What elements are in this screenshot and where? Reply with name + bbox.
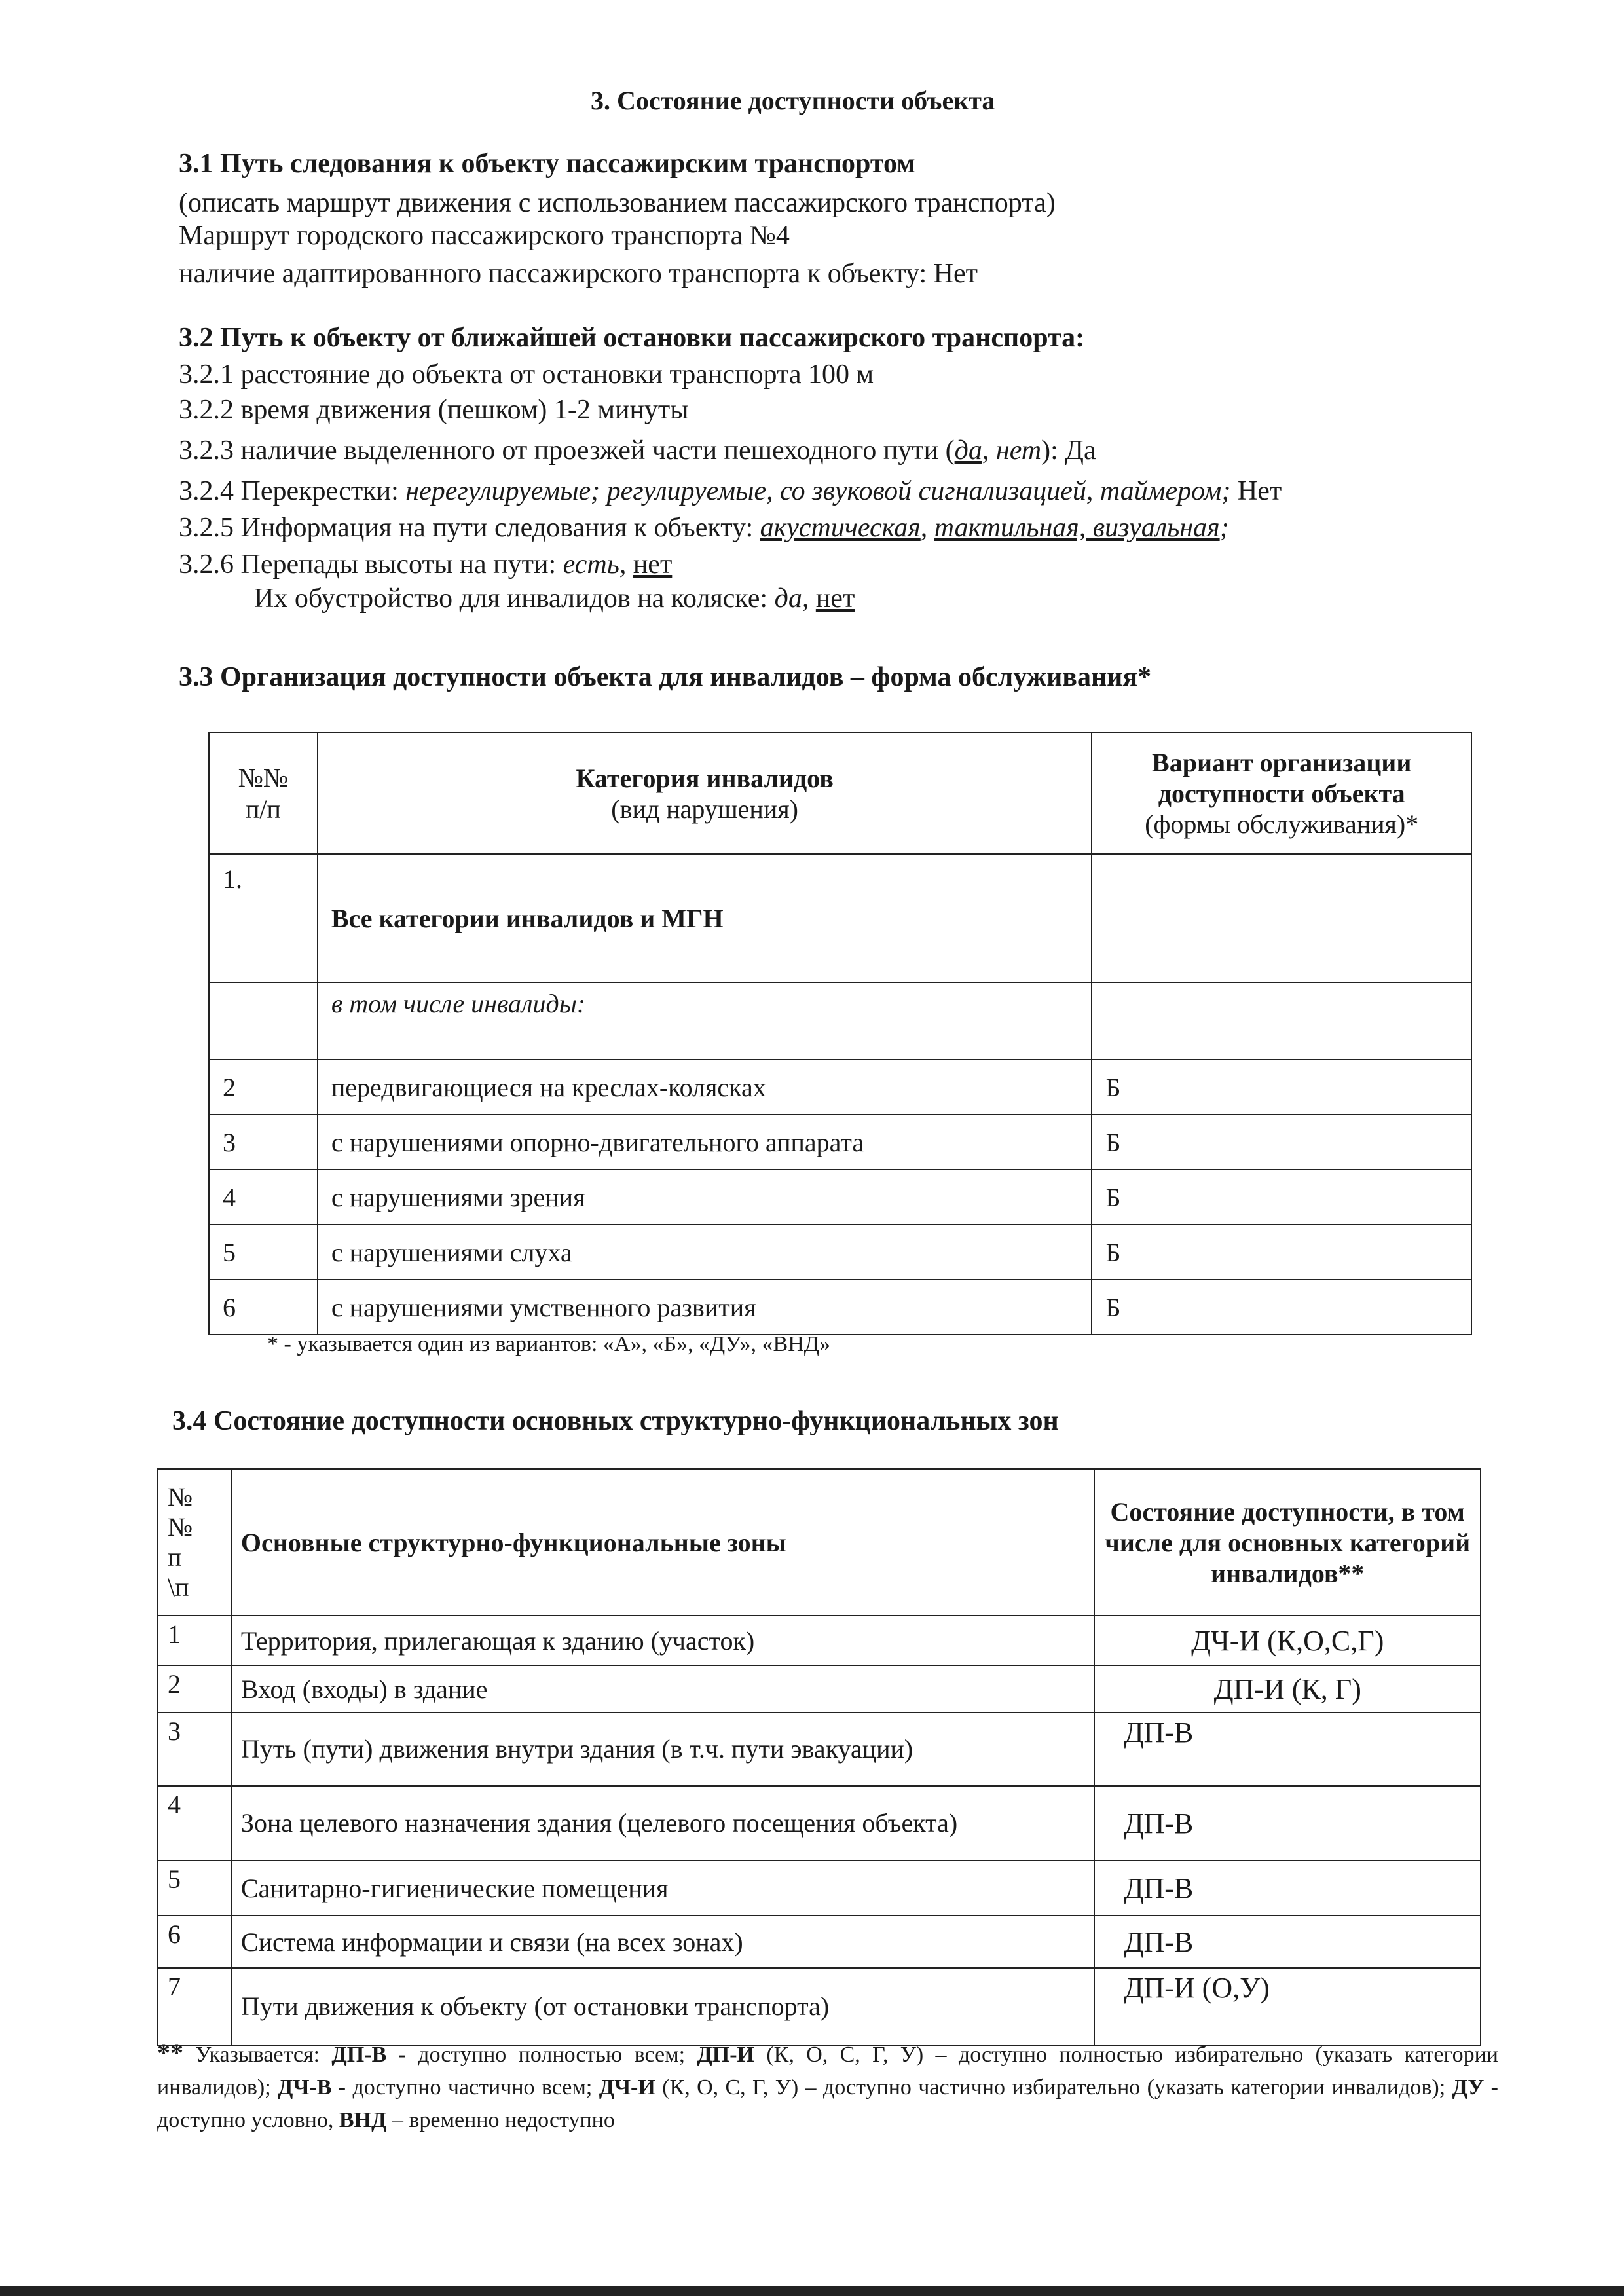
- s34-note-stars: **: [157, 2038, 183, 2067]
- s32-line5-comma: ,: [920, 513, 934, 543]
- s34-row-label: Пути движения к объекту (от остановки транспорта): [231, 1968, 1095, 2045]
- s32-line5-semicolon: ;: [1219, 513, 1229, 543]
- s33-col-variant-sub: (формы обслуживания)*: [1145, 809, 1419, 839]
- s34-note: [157, 2037, 1498, 2137]
- s34-note-p7: – временно недоступно: [386, 2108, 615, 2132]
- s34-row-value: ДП-В: [1094, 1786, 1481, 1861]
- s32-line5-ak: акустическая: [760, 513, 921, 543]
- s34-row-value: ДП-В: [1094, 1713, 1481, 1786]
- s32-line6-net: нет: [633, 549, 673, 580]
- s32-heading: 3.2 Путь к объекту от ближайшей остановки пассажирского транспорта:: [179, 323, 1085, 353]
- s33-row1-value: [1092, 854, 1471, 982]
- s34-row-num: 3: [158, 1713, 231, 1786]
- s33-col-variant-header: [1092, 733, 1471, 854]
- table-row: [209, 1280, 1471, 1335]
- s33-col-num-header: [209, 733, 318, 854]
- s34-col-zones-header: Основные структурно-функциональные зоны: [231, 1469, 1095, 1616]
- s34-note-p4: доступно частично всем;: [346, 2075, 599, 2100]
- s32-line7-net: нет: [815, 583, 855, 614]
- s34-row-num: 2: [158, 1665, 231, 1713]
- s33-row-label: с нарушениями опорно-двигательного аппарата: [318, 1115, 1092, 1170]
- table-row: [158, 1916, 1481, 1968]
- s33-col-category-header: [318, 733, 1092, 854]
- s33-row-value: Б: [1092, 1170, 1471, 1225]
- scan-bottom-edge: [0, 2286, 1624, 2296]
- s32-line4-italic: нерегулируемые; регулируемые, со звуковой сигнализацией, таймером;: [405, 476, 1231, 506]
- s34-row-label: Система информации и связи (на всех зонах): [231, 1916, 1095, 1968]
- s34-note-vnd: ВНД: [339, 2108, 387, 2132]
- s34-col-num-header: [158, 1469, 231, 1616]
- s33-row-value: Б: [1092, 1060, 1471, 1115]
- s31-line2: Маршрут городского пассажирского транспорта №4: [179, 221, 790, 251]
- s31-heading: 3.1 Путь следования к объекту пассажирским транспортом: [179, 149, 915, 179]
- s34-note-dchi: ДЧ-И: [599, 2075, 655, 2100]
- s32-line6-est: есть,: [563, 549, 627, 580]
- s34-note-dpv: ДП-В -: [331, 2043, 406, 2067]
- s33-sub-value: [1092, 982, 1471, 1060]
- s33-row1-num: 1.: [209, 854, 318, 982]
- s33-row-value: Б: [1092, 1225, 1471, 1280]
- s33-row-num: 3: [209, 1115, 318, 1170]
- s33-row-label: передвигающиеся на креслах-колясках: [318, 1060, 1092, 1115]
- s33-table: [208, 732, 1472, 1335]
- s34-row-value: ДЧ-И (К,О,С,Г): [1094, 1616, 1481, 1665]
- s34-header-row: [158, 1469, 1481, 1616]
- s34-row-value: ДП-В: [1094, 1916, 1481, 1968]
- s34-col-num-label: № № п \п: [168, 1482, 193, 1602]
- s32-line5-prefix: 3.2.5 Информация на пути следования к объекту:: [179, 513, 760, 543]
- table-row: [209, 982, 1471, 1060]
- table-row: [209, 854, 1471, 982]
- s34-row-num: 4: [158, 1786, 231, 1861]
- s33-row-num: 4: [209, 1170, 318, 1225]
- table-row: [209, 1060, 1471, 1115]
- s34-note-p5: (К, О, С, Г, У) – доступно частично избирательно (указать категории инвалидов);: [655, 2075, 1452, 2100]
- s34-note-dchv: ДЧ-В -: [278, 2075, 346, 2100]
- s32-line1: 3.2.1 расстояние до объекта от остановки транспорта 100 м: [179, 360, 874, 390]
- s34-row-num: 6: [158, 1916, 231, 1968]
- s34-row-value: ДП-И (О,У): [1094, 1968, 1481, 2045]
- s33-header-row: [209, 733, 1471, 854]
- s32-line3-comma: ,: [982, 435, 996, 466]
- s32-line7-prefix: Их обустройство для инвалидов на коляске:: [254, 583, 775, 614]
- table-row: [158, 1713, 1481, 1786]
- s34-note-p2: доступно полностью всем;: [405, 2043, 697, 2067]
- s32-line4-prefix: 3.2.4 Перекрестки:: [179, 476, 406, 506]
- s33-footnote: * - указывается один из вариантов: «А», «Б», «ДУ», «ВНД»: [267, 1332, 830, 1356]
- s34-note-p1: Указывается:: [183, 2043, 332, 2067]
- section-title: 3. Состояние доступности объекта: [591, 86, 995, 115]
- s33-row-num: 6: [209, 1280, 318, 1335]
- s33-sub-num: [209, 982, 318, 1060]
- s34-note-dpi: ДП-И: [697, 2043, 754, 2067]
- s34-row-num: 1: [158, 1616, 231, 1665]
- s34-note-du: ДУ -: [1452, 2075, 1498, 2100]
- s34-note-p6: доступно условно,: [157, 2108, 339, 2132]
- s33-col-num-label: №№ п/п: [238, 762, 289, 824]
- s32-line3-da: да: [954, 435, 982, 466]
- s32-line3: [179, 435, 1096, 466]
- s32-line7-da: да,: [774, 583, 809, 614]
- s33-row-value: Б: [1092, 1280, 1471, 1335]
- s33-row-label: с нарушениями умственного развития: [318, 1280, 1092, 1335]
- s33-row-value: Б: [1092, 1115, 1471, 1170]
- s32-line3-net: нет: [995, 435, 1042, 466]
- s34-row-label: Вход (входы) в здание: [231, 1665, 1095, 1713]
- s32-line5-takt: тактильная, визуальная: [934, 513, 1220, 543]
- s34-note-p3: (К, О, С, Г, У) – доступно полностью избирательно (указать категории инвалидов);: [157, 2043, 1498, 2100]
- s33-col-category-title: Категория инвалидов: [576, 763, 834, 793]
- s32-line2: 3.2.2 время движения (пешком) 1-2 минуты: [179, 395, 689, 425]
- table-row: [158, 1786, 1481, 1861]
- s34-col-state-header: Состояние доступности, в том числе для основных категорий инвалидов**: [1094, 1469, 1481, 1616]
- table-row: [209, 1225, 1471, 1280]
- table-row: [209, 1170, 1471, 1225]
- s34-row-label: Путь (пути) движения внутри здания (в т.ч. пути эвакуации): [231, 1713, 1095, 1786]
- table-row: [158, 1861, 1481, 1916]
- s33-sub-label: в том числе инвалиды:: [318, 982, 1092, 1060]
- s34-table: [157, 1468, 1481, 2046]
- s34-row-value: ДП-В: [1094, 1861, 1481, 1916]
- s34-row-label: Зона целевого назначения здания (целевого посещения объекта): [231, 1786, 1095, 1861]
- table-row: [158, 1665, 1481, 1713]
- s32-line6-prefix: 3.2.6 Перепады высоты на пути:: [179, 549, 563, 580]
- s33-heading: 3.3 Организация доступности объекта для инвалидов – форма обслуживания*: [179, 662, 1152, 692]
- s32-line7: [254, 583, 855, 614]
- s33-row-label: с нарушениями слуха: [318, 1225, 1092, 1280]
- s31-line1: (описать маршрут движения с использованием пассажирского транспорта): [179, 188, 1056, 218]
- s33-col-variant-title: Вариант организации доступности объекта: [1152, 748, 1412, 808]
- s31-line3: наличие адаптированного пассажирского транспорта к объекту: Нет: [179, 259, 978, 289]
- s34-row-value: ДП-И (К, Г): [1094, 1665, 1481, 1713]
- s34-heading: 3.4 Состояние доступности основных структурно-функциональных зон: [172, 1406, 1059, 1436]
- s32-line6: [179, 549, 672, 580]
- s32-line3-prefix: 3.2.3 наличие выделенного от проезжей части пешеходного пути (: [179, 435, 955, 466]
- s32-line3-suffix: ): Да: [1041, 435, 1096, 466]
- s33-row1-label: Все категории инвалидов и МГН: [318, 854, 1092, 982]
- table-row: [209, 1115, 1471, 1170]
- s34-row-num: 5: [158, 1861, 231, 1916]
- s34-row-label: Санитарно-гигиенические помещения: [231, 1861, 1095, 1916]
- s34-row-num: 7: [158, 1968, 231, 2045]
- table-row: [158, 1616, 1481, 1665]
- s33-col-category-sub: (вид нарушения): [611, 794, 798, 824]
- s33-row-num: 5: [209, 1225, 318, 1280]
- s32-line5: [179, 512, 1229, 544]
- s32-line4: [179, 475, 1282, 507]
- s34-row-label: Территория, прилегающая к зданию (участок): [231, 1616, 1095, 1665]
- s32-line4-suffix: Нет: [1230, 476, 1282, 506]
- s33-row-label: с нарушениями зрения: [318, 1170, 1092, 1225]
- s33-row-num: 2: [209, 1060, 318, 1115]
- table-row: [158, 1968, 1481, 2045]
